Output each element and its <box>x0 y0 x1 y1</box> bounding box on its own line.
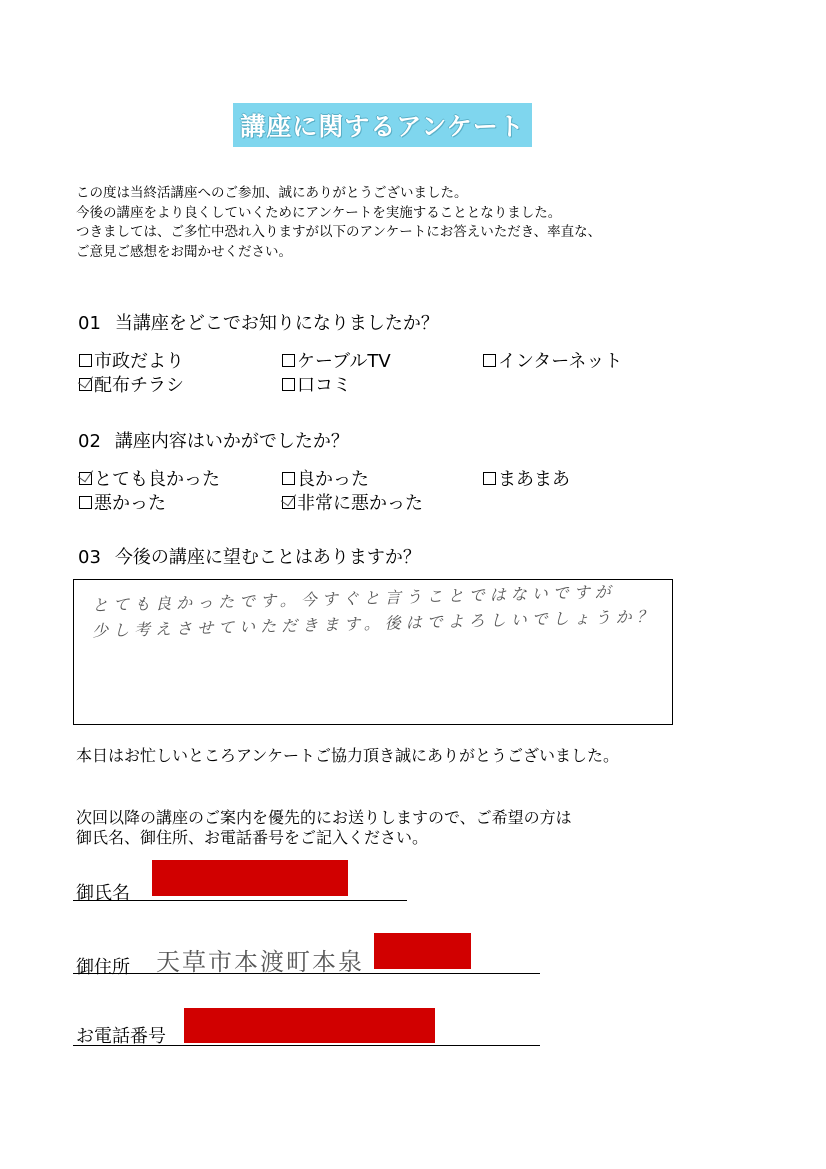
question-text: 今後の講座に望むことはありますか？ <box>114 547 421 568</box>
handwritten-answer-line: 少し考えさせていただきます。後はでよろしいでしょうか？ <box>91 606 658 641</box>
question-number: 02 <box>78 431 101 452</box>
phone-label: お電話番号 <box>76 1026 166 1047</box>
checkbox[interactable] <box>79 354 92 367</box>
intro-paragraph <box>76 184 601 262</box>
q1-option-flyer[interactable]: 配布チラシ <box>79 371 184 397</box>
q2-option-very-good[interactable]: とても良かった <box>79 465 220 491</box>
checkbox[interactable] <box>282 472 295 485</box>
contact-note-line: 次回以降の講座のご案内を優先的にお送りしますので、ご希望の方は <box>76 808 572 827</box>
address-redaction <box>374 933 471 969</box>
q1-option-internet[interactable]: インターネット <box>483 347 622 373</box>
checkbox[interactable] <box>483 354 496 367</box>
thanks-message: 本日はお忙しいところアンケートご協力頂き誠にありがとうございました。 <box>76 746 620 765</box>
checkbox[interactable] <box>282 354 295 367</box>
q2-option-average[interactable]: まあまあ <box>483 465 570 491</box>
question-text: 当講座をどこでお知りになりましたか？ <box>114 313 439 334</box>
name-underline[interactable] <box>73 900 407 901</box>
name-label: 御氏名 <box>76 883 130 904</box>
intro-line: 今後の講座をより良くしていくためにアンケートを実施することとなりました。 <box>76 204 562 221</box>
checkbox-checked[interactable] <box>79 472 92 485</box>
phone-redaction <box>184 1008 435 1043</box>
q2-option-very-bad[interactable]: 非常に悪かった <box>282 489 423 515</box>
question-1 <box>78 309 439 335</box>
checkbox[interactable] <box>79 496 92 509</box>
name-redaction <box>152 860 348 896</box>
phone-underline[interactable] <box>73 1045 540 1046</box>
question-3 <box>78 543 421 569</box>
handwritten-answer-line: とても良かったです。今すぐと言うことではないですが <box>91 582 616 615</box>
address-handwritten: 天草市本渡町本泉 <box>156 948 364 976</box>
title-banner <box>233 103 532 147</box>
q1-option-shisei[interactable]: 市政だより <box>79 347 184 373</box>
intro-line: ご意見ご感想をお聞かせください。 <box>76 243 292 260</box>
contact-note-line: 御氏名、御住所、お電話番号をご記入ください。 <box>76 828 429 847</box>
checkbox-checked[interactable] <box>79 378 92 391</box>
question-text: 講座内容はいかがでしたか？ <box>114 431 349 452</box>
checkbox-checked[interactable] <box>282 496 295 509</box>
q1-option-cable-tv[interactable]: ケーブルTV <box>282 347 391 373</box>
q2-option-good[interactable]: 良かった <box>282 465 369 491</box>
question-number: 01 <box>78 313 101 334</box>
intro-line: つきましては、ご多忙中恐れ入りますが以下のアンケートにお答えいただき、率直な、 <box>76 224 602 240</box>
checkbox[interactable] <box>282 378 295 391</box>
question-2 <box>78 427 349 453</box>
q2-option-bad[interactable]: 悪かった <box>79 489 166 515</box>
address-label: 御住所 <box>76 957 130 978</box>
q1-option-word-of-mouth[interactable]: 口コミ <box>282 371 351 397</box>
question-number: 03 <box>78 547 101 568</box>
checkbox[interactable] <box>483 472 496 485</box>
page-title: 講座に関するアンケート <box>240 112 525 141</box>
intro-line: この度は当終活講座へのご参加、誠にありがとうございました。 <box>76 185 468 201</box>
address-underline[interactable] <box>73 973 540 974</box>
